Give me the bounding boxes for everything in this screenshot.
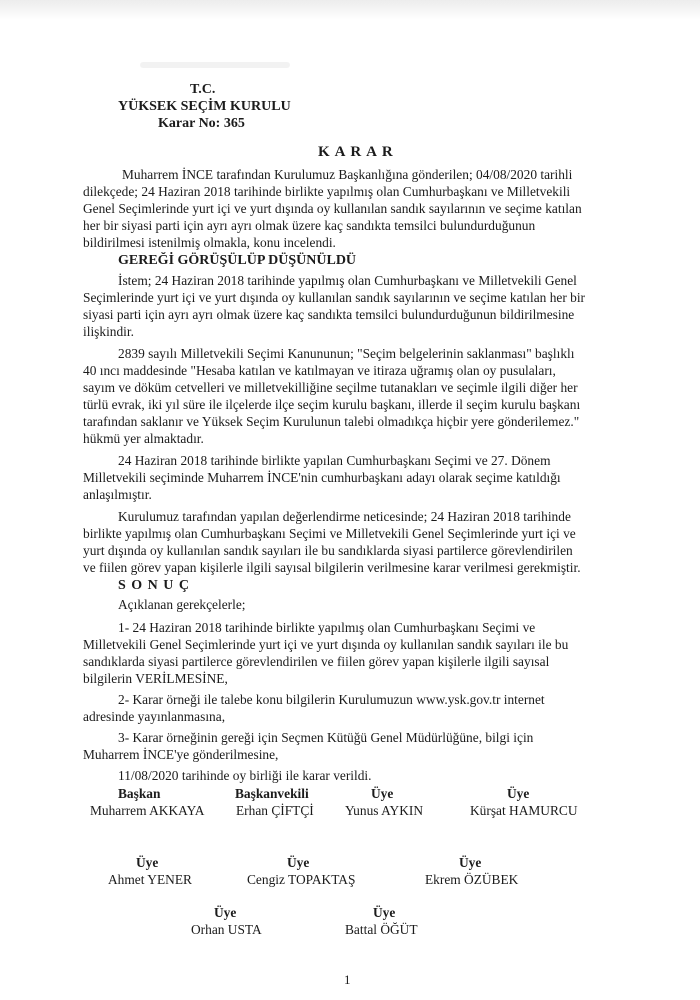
para2-line-5: tarafından saklanır ve Yüksek Seçim Kurulunun talebi olmadıkça hiçbir yere gönderilemez."	[83, 414, 580, 429]
item1-line-2: Milletvekili Genel Seçimlerinde yurt içi ve yurt dışında oy kullanılan sandık sayıları ile bu	[83, 637, 569, 652]
signatory-name: Kürşat HAMURCU	[470, 803, 578, 818]
signatory-name: Orhan USTA	[191, 922, 262, 937]
signatory-role: Üye	[373, 905, 396, 920]
item1-line-3: sandıklarda siyasi partilerce görevlendirilen ve fiilen görev yapan kişilerle ilgili sayısal	[83, 654, 550, 669]
header-tc: T.C.	[190, 82, 216, 97]
item2-line-2: adresinde yayınlanmasına,	[83, 709, 226, 724]
signatory-name: Cengiz TOPAKTAŞ	[247, 872, 356, 887]
item1-line-1: 1- 24 Haziran 2018 tarihinde birlikte yapılmış olan Cumhurbaşkanı Seçimi ve	[118, 620, 536, 635]
signatory-name: Muharrem AKKAYA	[90, 803, 205, 818]
para3-line-1: 24 Haziran 2018 tarihinde birlikte yapılan Cumhurbaşkanı Seçimi ve 27. Dönem	[118, 453, 551, 468]
para1-line-4: ilişkindir.	[83, 324, 134, 339]
para2-line-2: 40 ıncı maddesinde "Hesaba katılan ve katılmayan ve itiraza uğramış olan oy pusulaları,	[83, 363, 556, 378]
para2-line-3: sayım ve döküm cetvelleri ve milletvekilliğine seçilme tutanakları ve seçimle ilgili diğer her	[83, 380, 578, 395]
signatory-role: Başkan	[118, 786, 161, 801]
para2-line-6: hükmü yer almaktadır.	[83, 431, 204, 446]
section-heading-sonuc: S O N U Ç	[118, 578, 191, 593]
intro-line-5: bildirilmesi istenilmiş olmakla, konu incelendi.	[83, 235, 336, 250]
signatory-name: Erhan ÇİFTÇİ	[236, 803, 314, 818]
para1-line-2: Seçimlerinde yurt içi ve yurt dışında oy kullanılan sandık sayılarının ve seçime katılan her bir	[83, 290, 586, 305]
signatory-name: Yunus AYKIN	[345, 803, 424, 818]
intro-line-4: her bir siyasi parti için ayrı ayrı olmak üzere kaç sandıkta temsilci bulundurduğunun	[83, 218, 536, 233]
closing-statement: 11/08/2020 tarihinde oy birliği ile karar verildi.	[118, 768, 372, 783]
para1-line-3: siyasi parti için ayrı ayrı olmak üzere kaç sandıkta temsilci bulundurduğunun bildirilmesine	[83, 307, 575, 322]
para3-line-3: anlaşılmıştır.	[83, 487, 152, 502]
item3-line-1: 3- Karar örneğinin gereği için Seçmen Kütüğü Genel Müdürlüğüne, bilgi için	[118, 730, 534, 745]
signatory-role: Üye	[214, 905, 237, 920]
header-decision-no: Karar No: 365	[158, 116, 245, 131]
item1-line-4: bilgilerin VERİLMESİNE,	[83, 671, 228, 686]
para4-line-1: Kurulumuz tarafından yapılan değerlendirme neticesinde; 24 Haziran 2018 tarihinde	[118, 509, 571, 524]
para2-line-1: 2839 sayılı Milletvekili Seçimi Kanununun; "Seçim belgelerinin saklanması" başlıklı	[118, 346, 575, 361]
section-heading-gereği: GEREĞİ GÖRÜŞÜLÜP DÜŞÜNÜLDÜ	[118, 253, 357, 268]
signatory-role: Üye	[136, 855, 159, 870]
sonuc-intro: Açıklanan gerekçelerle;	[118, 597, 246, 612]
intro-line-2: dilekçede; 24 Haziran 2018 tarihinde birlikte yapılmış olan Cumhurbaşkanı ve Milletvekili	[83, 184, 571, 199]
page-number: 1	[344, 972, 351, 987]
scan-artifact	[140, 62, 290, 68]
header-institution: YÜKSEK SEÇİM KURULU	[118, 99, 291, 114]
item2-line-1: 2- Karar örneği ile talebe konu bilgilerin Kurulumuzun www.ysk.gov.tr internet	[118, 692, 545, 707]
intro-line-1: Muharrem İNCE tarafından Kurulumuz Başkanlığına gönderilen; 04/08/2020 tarihli	[122, 167, 573, 182]
scan-top-edge	[0, 0, 700, 20]
signatory-role: Üye	[371, 786, 394, 801]
signatory-role: Üye	[287, 855, 310, 870]
document-title: K A R A R	[318, 144, 394, 160]
para4-line-4: ve fiilen görev yapan kişilerle ilgili sayısal bilgilerin verilmesine karar verilmesi gerekmiştir.	[83, 560, 581, 575]
signatory-role: Başkanvekili	[235, 786, 309, 801]
signatory-name: Ahmet YENER	[108, 872, 192, 887]
signatory-role: Üye	[459, 855, 482, 870]
signatory-role: Üye	[507, 786, 530, 801]
signatory-name: Battal ÖĞÜT	[345, 922, 418, 937]
para4-line-3: yurt dışında oy kullanılan sandık sayıları ile bu sandıklarda siyasi partilerce görevlendirilen	[83, 543, 573, 558]
item3-line-2: Muharrem İNCE'ye gönderilmesine,	[83, 747, 279, 762]
para3-line-2: Milletvekili seçiminde Muharrem İNCE'nin cumhurbaşkanı adayı olarak seçime katıldığı	[83, 470, 561, 485]
para1-line-1: İstem; 24 Haziran 2018 tarihinde yapılmış olan Cumhurbaşkanı ve Milletvekili Genel	[118, 273, 577, 288]
intro-line-3: Genel Seçimlerinde yurt içi ve yurt dışında oy kullanılan sandık sayılarının ve seçime katılan	[83, 201, 582, 216]
signatory-name: Ekrem ÖZÜBEK	[425, 872, 519, 887]
para4-line-2: birlikte yapılmış olan Cumhurbaşkanı Seçimi ve Milletvekili Genel Seçimlerinde yurt içi ve	[83, 526, 576, 541]
para2-line-4: türlü evrak, iki yıl süre ile ilçelerde ilçe seçim kurulu başkanı, illerde il seçim kurulu başkanı	[83, 397, 581, 412]
